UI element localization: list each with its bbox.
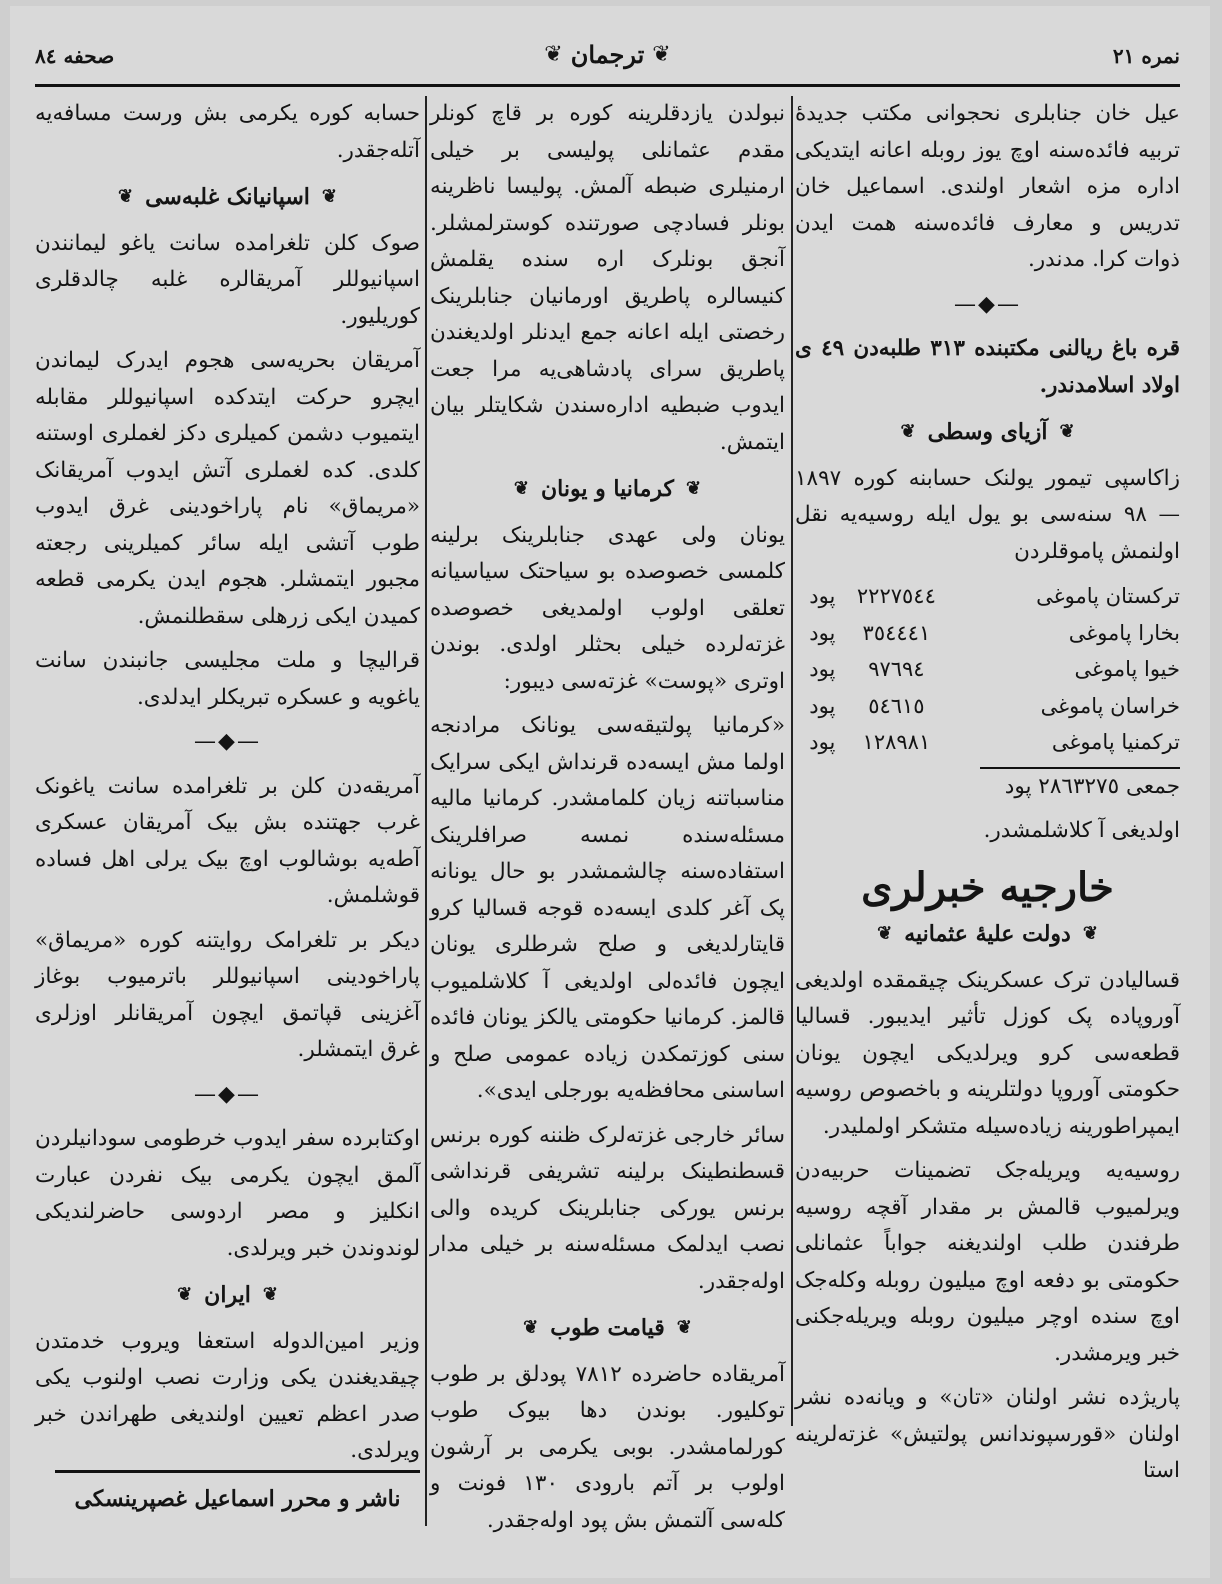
table-cell: ١٢٨٩٨١ — [862, 730, 931, 754]
section-heading — [35, 1277, 420, 1314]
section-title: قیامت طوب — [550, 1315, 665, 1341]
article-paragraph: پاریژده نشر اولنان «تان» و ویانه‌ده نشر اولنان «قورسپوندانس پولتیش» غزته‌لرینه استا — [795, 1385, 1180, 1483]
section-heading — [795, 414, 1180, 451]
article-paragraph: یونان ولی عهدی جنابلرینک برلینه کلمسی خصوصده بو سیاحتک سیاسیانه تعلقی اولوب اولمدیغی خصوصده غزته‌لرده خیلی بحثلر اولدی. بوندن اوتری «پوست» غزته‌سی دیبور: — [430, 522, 785, 694]
ornament-icon: ❦ — [262, 1284, 278, 1305]
article-paragraph: آمریقان بحریه‌سی هجوم ایدرک لیماندن ایچرو حرکت ایتدکده اسپانیوللر مقابله ایتمیوب دشمن کمیلری دکز لغملری اوستنه کلدی. کده لغملری آتش ایدوب آمریقانک «مریماق» نام پاراخودینی غرق ایدوب طوب آتشی ایله سائر کمیلرینی رجعته مجبور ایتمشلر. هجوم ایدن یکرمی قطعه کمیدن ایکی زرهلی سقطلنمش. — [35, 348, 420, 629]
table-row — [795, 688, 1180, 725]
ornament-icon: ❦ — [321, 186, 338, 207]
middle-column — [430, 96, 785, 1547]
article-paragraph: قره باغ ریالنی مکتبنده ٣١٣ طلبه‌دن ٤٩ ی اولاد اسلامدندر. — [795, 336, 1180, 398]
article-paragraph: قسالیادن ترک عسکرینک چیقمقده اولدیغی آوروپاده پک کوزل تأثیر ایدیبور. قسالیا قطعه‌سی کرو ویرلدیکی ایچون یونان حکومتی آوروپا دولتلرینه و باخصوص روسیه ایمپراطورینه زیاده‌سیله متشکر اولملیدر. — [795, 967, 1180, 1139]
article-paragraph: اولدیغی آ کلاشلمشدر. — [983, 818, 1180, 843]
left-column — [35, 96, 420, 1478]
article-paragraph: قرالیچا و ملت مجلیسی جانبندن سانت یاغویه و عسکره تبریکلر ایدلدی. — [35, 648, 420, 710]
article-paragraph: آمریقه‌دن کلن بر تلغرامده سانت یاغونک غرب جهتنده بش بیک آمریقان عسکری آطه‌یه بوشالوب اوچ بیک یرلی اهل فساده قوشلمش. — [35, 773, 420, 908]
masthead — [35, 38, 1180, 78]
ornament-icon: ❦ — [686, 478, 702, 499]
article-paragraph: اوکتابرده سفر ایدوب خرطومی سودانیلردن آلمق ایچون یکرمی بیک نفردن عبارت انکلیز و مصر اردوسی حاضرلندیکی لوندوندن خبر ویرلدی. — [35, 1126, 420, 1261]
section-title: اسپانیانک غلبه‌سی — [145, 184, 310, 210]
ornament-icon: ❦ — [544, 42, 563, 67]
ornament-icon: ❦ — [1059, 421, 1075, 442]
masthead-title-group — [544, 40, 670, 69]
total-line: جمعی ٢٨٦٣٢٧٥ پود — [1004, 773, 1180, 799]
right-column — [795, 96, 1180, 1498]
ornament-icon: ❦ — [900, 421, 916, 442]
section-heading — [795, 916, 1180, 953]
section-title: ایران — [204, 1282, 251, 1308]
ornament-icon: ❦ — [676, 1317, 692, 1338]
ornament-icon: ❦ — [1082, 923, 1098, 944]
issue-number: نمره ٢١ — [1112, 44, 1180, 68]
section-heading — [430, 471, 785, 508]
ornament-icon: ❦ — [513, 478, 530, 499]
section-title: دولت علیهٔ عثمانیه — [904, 921, 1071, 947]
table-cell: ٢٢٢٧٥٤٤ — [856, 584, 936, 608]
separator-ornament: —◆— — [194, 1081, 261, 1107]
article-paragraph: حسابه کوره یکرمی بش ورست مسافه‌یه آتله‌جقدر. — [35, 101, 420, 163]
ornament-icon: ❦ — [877, 923, 893, 944]
table-cell: ٣٥٤٤٤١ — [862, 620, 931, 645]
cotton-table — [795, 578, 1180, 761]
newspaper-title: ترجمان — [570, 40, 645, 69]
column-divider — [425, 96, 427, 1526]
page-number: صحفه ٨٤ — [35, 44, 115, 68]
footer-rule — [55, 1470, 420, 1473]
foreign-news-heading: خارجیه خبرلری — [861, 863, 1114, 911]
header-rule — [35, 84, 1180, 87]
ornament-icon: ❦ — [523, 1317, 539, 1338]
separator-ornament: —◆— — [194, 729, 261, 754]
table-row — [795, 724, 1180, 761]
article-paragraph: «کرمانیا پولتیقه‌سی یونانک مرادنجه اولما مش ایسه‌ده قرنداش ایکی سرایک مناسباتنه زیان کلمامشدر. کرمانیا مالیه مسئله‌سنده نمسه صرافلرینک استفاده‌سنه چالشمشدر بو حال یونانه پک آغر کلدی ایسه‌ده قوجه قسالیا کرو قایتارلدیغی و صلح شرطلری یونان ایچون فائده‌لی اولدیغی آ کلاشلمیوب قالمز. کرمانیا حکومتی یالکز یونان فائده سنی کوزتمکدن زیاده عمومی صلح و اساسنی محافظه‌یه بورجلی ایدی». — [430, 713, 785, 1103]
table-cell: ترکمنیا پاموغی — [1051, 730, 1180, 754]
ornament-icon: ❦ — [652, 42, 671, 67]
article-paragraph: عیل خان جنابلری نحجوانی مکتب جدیدهٔ تربیه فائده‌سنه اوچ یوز روبله اعانه ایتدیکی اداره مزه اشعار اولندی. اسماعیل خان تدریس و معارف فائده‌سنه همت ایدن ذوات کرا. مدندر. — [795, 101, 1180, 272]
table-row — [795, 651, 1180, 688]
article-paragraph: سائر خارجی غزته‌لرک ظننه کوره برنس قسطنطینک برلینه تشریفی قرنداشی برنس یورکی جنابلرینک کریده والی نصب ایدلمک مسئله‌سنه بر خیلی مدار اوله‌جقدر. — [430, 1122, 785, 1294]
section-title: کرمانیا و یونان — [541, 476, 674, 502]
section-heading — [430, 1310, 785, 1347]
ornament-icon: ❦ — [118, 186, 134, 207]
article-paragraph: زاکاسپی تیمور یولنک حسابنه کوره ١٨٩٧ — ٩٨ سنه‌سی بو یول ایله روسیه‌یه نقل اولنمش پاموقلردن — [795, 465, 1180, 564]
ornament-icon: ❦ — [177, 1284, 193, 1305]
article-paragraph: نبولدن یازدقلرینه کوره بر قاچ کونلر مقدم عثمانلی پولیسی بر خیلی ارمنیلری ضبطه آلمش. پولیسا ناظرینه بونلر فسادچی صورتنده کوسترلمشلر. آنجق بونلرک اره سنده یقلمش کنیسالره پاطریق اورمانیان جنابلرینک رخصتی ایله اعانه جمع ایدنلر اولدیغندن پاطریق سرای پادشاهی‌یه مرا جعت ایدوب ضبطیه اداره‌سندن شکایتلر بیان ایتمش. — [430, 101, 785, 455]
table-cell: ترکستان پاموغی — [1036, 584, 1180, 608]
article-paragraph: آمریقاده حاضرده ٧٨١٢ پودلق بر طوب توکلیور. بوندن دها بیوک طوب کورلمامشدر. بوبی یکرمی بر آرشون اولوب بر آتم بارودی ١٣٠ فونت و کله‌سی آلتمش بش پود اوله‌جقدر. — [430, 1361, 786, 1533]
article-paragraph: صوک کلن تلغرامده سانت یاغو لیمانندن اسپانیوللر آمریقالره غلبه چالدقلری کوریلیور. — [35, 230, 420, 329]
table-row — [795, 615, 1180, 652]
table-cell: خراسان پاموغی — [1040, 693, 1180, 718]
table-cell: پود — [809, 584, 836, 608]
article-paragraph: دیکر بر تلغرامک روایتنه کوره «مریماق» پاراخودینی اسپانیوللر باترمیوب بوغاز آغزینی قپاتمق ایچون آمریقانلر اوزلری غرق ایتمشلر. — [35, 927, 420, 1062]
table-row — [795, 578, 1180, 615]
separator-ornament: —◆— — [954, 291, 1021, 317]
table-cell: ٩٧٦٩٤ — [868, 657, 925, 681]
table-cell: ٥٤٦١٥ — [868, 693, 925, 718]
publisher-footer: ناشر و محرر اسماعیل غصپرینسکی — [74, 1486, 401, 1512]
article-paragraph: روسیه‌یه ویریله‌جک تضمینات حربیه‌دن ویرلمیوب قالمش بر مقدار آقچه روسیه طرفندن طلب اولندیغنه جواباً عثمانلی حکومتی بو دفعه اوچ میلیون روبله وکله‌جک اوچ سنده اوچر میلیون روبله ویریله‌جکنی خبر ویرمشدر. — [795, 1158, 1180, 1366]
column-divider — [791, 96, 793, 1426]
article-paragraph: وزیر امین‌الدوله استعفا ویروب خدمتدن چیقدیغندن یکی وزارت نصب اولنوب یکی صدر اعظم تعیین اولندیغی طهراندن خبر ویرلدی. — [35, 1328, 420, 1463]
section-heading — [35, 179, 420, 216]
table-cell: پود — [809, 730, 836, 754]
table-cell: بخارا پاموغی — [1068, 620, 1180, 645]
table-cell: پود — [809, 657, 836, 681]
table-cell: پود — [809, 620, 836, 645]
table-cell: خیوا پاموغی — [1074, 657, 1180, 681]
table-cell: پود — [809, 693, 836, 718]
section-title: آزیای وسطی — [927, 419, 1048, 445]
